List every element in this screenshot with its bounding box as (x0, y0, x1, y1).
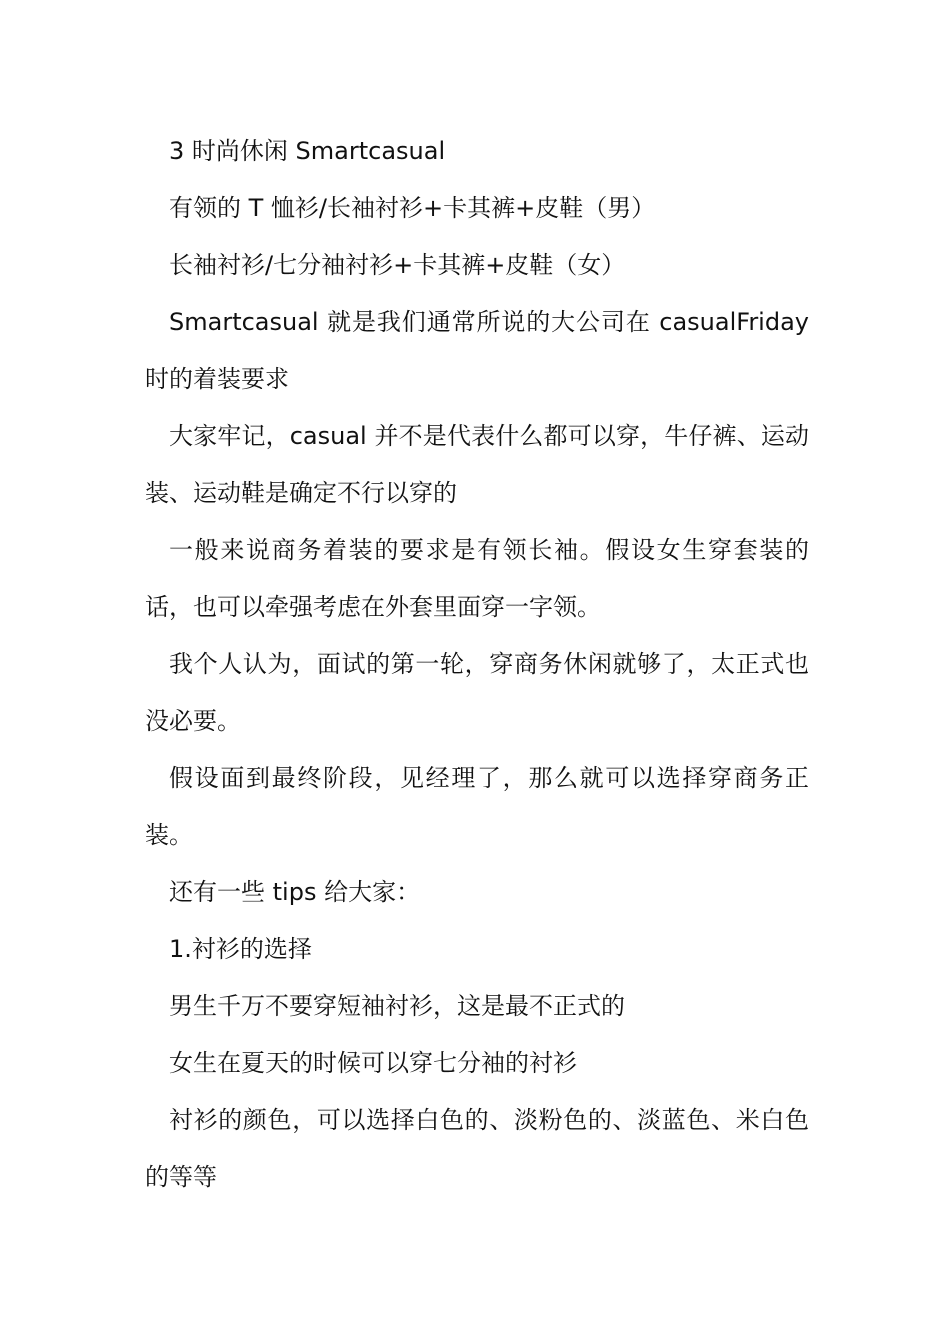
paragraph-outfit-women: 长袖衬衫/七分袖衬衫+卡其裤+皮鞋（女） (169, 251, 626, 279)
paragraph-casual-warning: 大家牢记，casual 并不是代表什么都可以穿，牛仔裤、运动装、运动鞋是确定不行以穿的 (145, 422, 809, 507)
paragraph-tips-intro: 还有一些 tips 给大家： (169, 878, 421, 906)
paragraph-business-requirement: 一般来说商务着装的要求是有领长袖。假设女生穿套装的话，也可以牵强考虑在外套里面穿一字领。 (145, 536, 809, 621)
paragraph-smartcasual-definition: Smartcasual 就是我们通常所说的大公司在 casualFriday 时的着装要求 (145, 308, 809, 393)
paragraph-shirt-colors: 衬衫的颜色，可以选择白色的、淡粉色的、淡蓝色、米白色的等等 (145, 1106, 809, 1191)
paragraph-men-shirt: 男生千万不要穿短袖衬衫，这是最不正式的 (169, 992, 625, 1020)
paragraph-women-shirt: 女生在夏天的时候可以穿七分袖的衬衫 (169, 1049, 577, 1077)
paragraph-section-heading: 3 时尚休闲 Smartcasual (169, 137, 446, 165)
paragraph-final-round-advice: 假设面到最终阶段，见经理了，那么就可以选择穿商务正装。 (145, 764, 809, 849)
paragraph-first-round-advice: 我个人认为，面试的第一轮，穿商务休闲就够了，太正式也没必要。 (145, 650, 809, 735)
paragraph-shirt-heading: 1.衬衫的选择 (169, 935, 312, 963)
document-body (145, 123, 809, 1206)
paragraph-outfit-men: 有领的 T 恤衫/长袖衬衫+卡其裤+皮鞋（男） (169, 194, 656, 222)
